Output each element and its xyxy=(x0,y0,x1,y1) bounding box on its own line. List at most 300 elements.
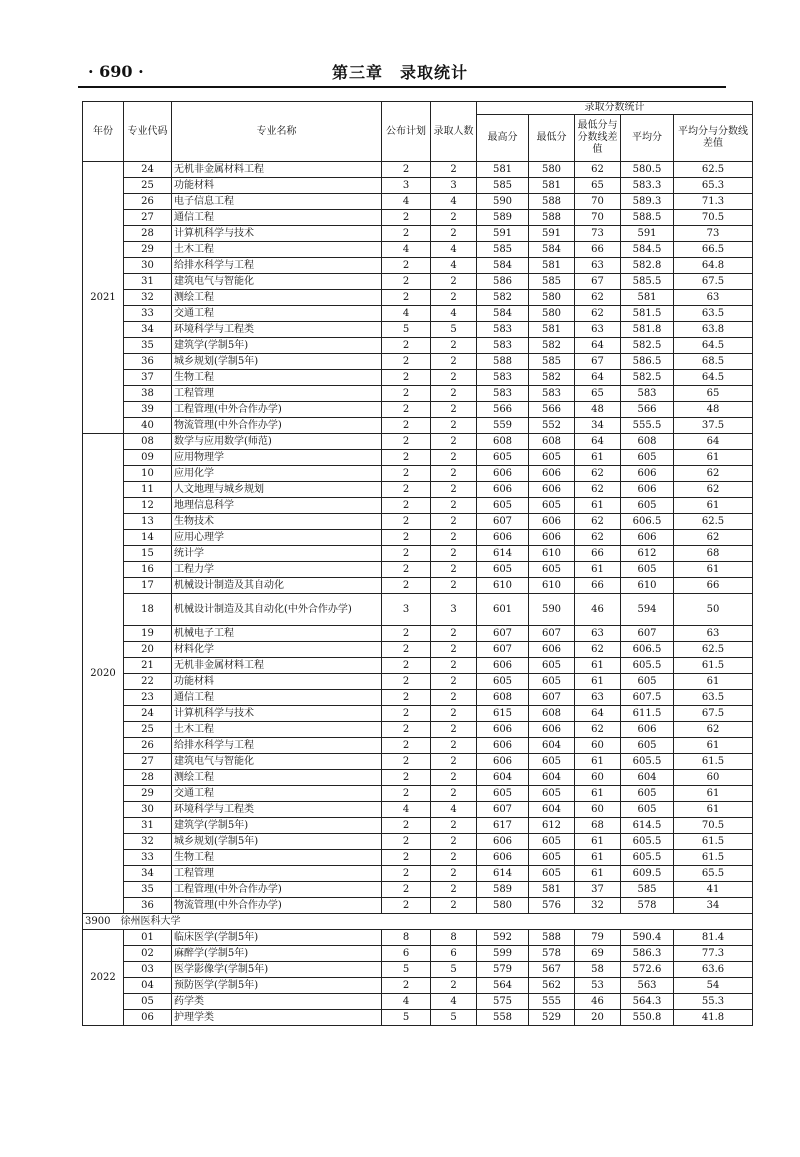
planned-cell: 2 xyxy=(382,162,431,178)
min-diff-cell: 62 xyxy=(575,514,621,530)
avg-score-cell: 582.5 xyxy=(621,338,674,354)
min-diff-cell: 61 xyxy=(575,498,621,514)
header-avg-score: 平均分 xyxy=(621,115,674,162)
avg-diff-cell: 70.5 xyxy=(674,210,753,226)
table-row xyxy=(83,498,753,514)
major-name-cell: 工程管理(中外合作办学) xyxy=(172,882,382,898)
admitted-cell: 2 xyxy=(431,274,477,290)
min-diff-cell: 61 xyxy=(575,866,621,882)
max-score-cell: 606 xyxy=(477,466,529,482)
avg-score-cell: 605 xyxy=(621,802,674,818)
avg-score-cell: 578 xyxy=(621,898,674,914)
avg-diff-cell: 66 xyxy=(674,578,753,594)
avg-diff-cell: 54 xyxy=(674,978,753,994)
max-score-cell: 586 xyxy=(477,274,529,290)
min-diff-cell: 63 xyxy=(575,258,621,274)
planned-cell: 2 xyxy=(382,626,431,642)
avg-score-cell: 604 xyxy=(621,770,674,786)
table-row xyxy=(83,946,753,962)
admitted-cell: 2 xyxy=(431,370,477,386)
major-code-cell: 26 xyxy=(124,738,172,754)
avg-score-cell: 585.5 xyxy=(621,274,674,290)
admitted-cell: 2 xyxy=(431,450,477,466)
max-score-cell: 558 xyxy=(477,1010,529,1026)
major-name-cell: 生物技术 xyxy=(172,514,382,530)
admitted-cell: 2 xyxy=(431,386,477,402)
major-code-cell: 13 xyxy=(124,514,172,530)
table-row xyxy=(83,802,753,818)
admitted-cell: 4 xyxy=(431,242,477,258)
max-score-cell: 584 xyxy=(477,258,529,274)
planned-cell: 2 xyxy=(382,258,431,274)
min-diff-cell: 32 xyxy=(575,898,621,914)
admitted-cell: 2 xyxy=(431,658,477,674)
header-min-diff: 最低分与分数线差值 xyxy=(575,115,621,162)
table-row xyxy=(83,930,753,946)
table-row xyxy=(83,690,753,706)
year-cell: 2022 xyxy=(83,930,124,1026)
avg-diff-cell: 70.5 xyxy=(674,818,753,834)
table-row xyxy=(83,722,753,738)
admitted-cell: 2 xyxy=(431,562,477,578)
major-code-cell: 29 xyxy=(124,786,172,802)
admitted-cell: 2 xyxy=(431,866,477,882)
max-score-cell: 591 xyxy=(477,226,529,242)
major-code-cell: 27 xyxy=(124,754,172,770)
min-diff-cell: 62 xyxy=(575,162,621,178)
min-score-cell: 606 xyxy=(529,514,575,530)
planned-cell: 2 xyxy=(382,450,431,466)
admitted-cell: 2 xyxy=(431,642,477,658)
admitted-cell: 2 xyxy=(431,978,477,994)
major-name-cell: 土木工程 xyxy=(172,722,382,738)
max-score-cell: 607 xyxy=(477,802,529,818)
max-score-cell: 589 xyxy=(477,882,529,898)
table-row xyxy=(83,482,753,498)
year-cell: 2021 xyxy=(83,162,124,434)
major-name-cell: 麻醉学(学制5年) xyxy=(172,946,382,962)
avg-diff-cell: 65.3 xyxy=(674,178,753,194)
planned-cell: 2 xyxy=(382,882,431,898)
major-name-cell: 物流管理(中外合作办学) xyxy=(172,418,382,434)
major-code-cell: 24 xyxy=(124,706,172,722)
planned-cell: 2 xyxy=(382,546,431,562)
table-row xyxy=(83,226,753,242)
table-row xyxy=(83,754,753,770)
table-row xyxy=(83,290,753,306)
max-score-cell: 601 xyxy=(477,594,529,626)
chapter-title: 第三章 录取统计 xyxy=(331,63,468,82)
avg-diff-cell: 62 xyxy=(674,530,753,546)
table-row xyxy=(83,866,753,882)
major-name-cell: 工程管理(中外合作办学) xyxy=(172,402,382,418)
planned-cell: 2 xyxy=(382,434,431,450)
planned-cell: 2 xyxy=(382,786,431,802)
avg-diff-cell: 61.5 xyxy=(674,850,753,866)
table-row xyxy=(83,786,753,802)
avg-diff-cell: 63.5 xyxy=(674,690,753,706)
planned-cell: 2 xyxy=(382,274,431,290)
table-row xyxy=(83,354,753,370)
avg-score-cell: 606.5 xyxy=(621,514,674,530)
planned-cell: 6 xyxy=(382,946,431,962)
avg-score-cell: 586.5 xyxy=(621,354,674,370)
avg-diff-cell: 61 xyxy=(674,450,753,466)
admitted-cell: 2 xyxy=(431,578,477,594)
planned-cell: 2 xyxy=(382,754,431,770)
planned-cell: 4 xyxy=(382,994,431,1010)
min-score-cell: 591 xyxy=(529,226,575,242)
avg-diff-cell: 62.5 xyxy=(674,162,753,178)
min-score-cell: 605 xyxy=(529,754,575,770)
max-score-cell: 615 xyxy=(477,706,529,722)
min-score-cell: 605 xyxy=(529,450,575,466)
min-diff-cell: 63 xyxy=(575,322,621,338)
table-row xyxy=(83,210,753,226)
major-code-cell: 11 xyxy=(124,482,172,498)
planned-cell: 5 xyxy=(382,322,431,338)
admitted-cell: 2 xyxy=(431,530,477,546)
major-name-cell: 城乡规划(学制5年) xyxy=(172,834,382,850)
min-score-cell: 529 xyxy=(529,1010,575,1026)
major-name-cell: 无机非金属材料工程 xyxy=(172,162,382,178)
major-name-cell: 应用心理学 xyxy=(172,530,382,546)
min-score-cell: 605 xyxy=(529,786,575,802)
avg-score-cell: 555.5 xyxy=(621,418,674,434)
min-score-cell: 584 xyxy=(529,242,575,258)
avg-diff-cell: 37.5 xyxy=(674,418,753,434)
major-name-cell: 地理信息科学 xyxy=(172,498,382,514)
min-score-cell: 606 xyxy=(529,466,575,482)
major-name-cell: 城乡规划(学制5年) xyxy=(172,354,382,370)
table-row xyxy=(83,242,753,258)
avg-diff-cell: 61 xyxy=(674,674,753,690)
header-max-score: 最高分 xyxy=(477,115,529,162)
min-score-cell: 582 xyxy=(529,370,575,386)
major-code-cell: 28 xyxy=(124,770,172,786)
admitted-cell: 4 xyxy=(431,802,477,818)
avg-diff-cell: 73 xyxy=(674,226,753,242)
min-score-cell: 608 xyxy=(529,706,575,722)
avg-score-cell: 605 xyxy=(621,738,674,754)
planned-cell: 2 xyxy=(382,418,431,434)
section-title: 3900 徐州医科大学 xyxy=(83,914,753,930)
admitted-cell: 2 xyxy=(431,338,477,354)
major-name-cell: 测绘工程 xyxy=(172,290,382,306)
major-name-cell: 交通工程 xyxy=(172,786,382,802)
table-row xyxy=(83,178,753,194)
avg-score-cell: 605 xyxy=(621,562,674,578)
major-name-cell: 建筑学(学制5年) xyxy=(172,818,382,834)
avg-diff-cell: 63.8 xyxy=(674,322,753,338)
table-row xyxy=(83,594,753,626)
major-name-cell: 临床医学(学制5年) xyxy=(172,930,382,946)
major-code-cell: 24 xyxy=(124,162,172,178)
min-score-cell: 552 xyxy=(529,418,575,434)
max-score-cell: 605 xyxy=(477,450,529,466)
admitted-cell: 5 xyxy=(431,1010,477,1026)
avg-score-cell: 606 xyxy=(621,482,674,498)
avg-score-cell: 609.5 xyxy=(621,866,674,882)
major-name-cell: 电子信息工程 xyxy=(172,194,382,210)
planned-cell: 5 xyxy=(382,962,431,978)
admission-table xyxy=(82,101,753,1026)
major-code-cell: 33 xyxy=(124,306,172,322)
max-score-cell: 589 xyxy=(477,210,529,226)
max-score-cell: 606 xyxy=(477,722,529,738)
avg-score-cell: 606.5 xyxy=(621,642,674,658)
major-code-cell: 36 xyxy=(124,898,172,914)
avg-score-cell: 606 xyxy=(621,722,674,738)
avg-score-cell: 550.8 xyxy=(621,1010,674,1026)
max-score-cell: 606 xyxy=(477,834,529,850)
major-name-cell: 功能材料 xyxy=(172,178,382,194)
major-code-cell: 22 xyxy=(124,674,172,690)
major-code-cell: 03 xyxy=(124,962,172,978)
admitted-cell: 2 xyxy=(431,210,477,226)
avg-score-cell: 588.5 xyxy=(621,210,674,226)
table-row xyxy=(83,370,753,386)
min-diff-cell: 64 xyxy=(575,338,621,354)
major-name-cell: 通信工程 xyxy=(172,210,382,226)
major-code-cell: 10 xyxy=(124,466,172,482)
major-name-cell: 医学影像学(学制5年) xyxy=(172,962,382,978)
avg-score-cell: 585 xyxy=(621,882,674,898)
avg-diff-cell: 64.8 xyxy=(674,258,753,274)
min-score-cell: 605 xyxy=(529,562,575,578)
min-score-cell: 583 xyxy=(529,386,575,402)
planned-cell: 2 xyxy=(382,898,431,914)
major-name-cell: 机械设计制造及其自动化 xyxy=(172,578,382,594)
min-score-cell: 605 xyxy=(529,658,575,674)
major-name-cell: 建筑电气与智能化 xyxy=(172,274,382,290)
planned-cell: 4 xyxy=(382,242,431,258)
avg-score-cell: 566 xyxy=(621,402,674,418)
major-code-cell: 09 xyxy=(124,450,172,466)
avg-diff-cell: 55.3 xyxy=(674,994,753,1010)
planned-cell: 2 xyxy=(382,642,431,658)
min-diff-cell: 60 xyxy=(575,738,621,754)
avg-diff-cell: 41.8 xyxy=(674,1010,753,1026)
max-score-cell: 606 xyxy=(477,850,529,866)
min-score-cell: 610 xyxy=(529,546,575,562)
planned-cell: 2 xyxy=(382,370,431,386)
admitted-cell: 2 xyxy=(431,722,477,738)
min-score-cell: 581 xyxy=(529,258,575,274)
admitted-cell: 2 xyxy=(431,770,477,786)
min-score-cell: 604 xyxy=(529,802,575,818)
major-code-cell: 16 xyxy=(124,562,172,578)
min-score-cell: 555 xyxy=(529,994,575,1010)
max-score-cell: 604 xyxy=(477,770,529,786)
avg-diff-cell: 68.5 xyxy=(674,354,753,370)
max-score-cell: 606 xyxy=(477,530,529,546)
avg-diff-cell: 63 xyxy=(674,290,753,306)
major-code-cell: 34 xyxy=(124,866,172,882)
table-row xyxy=(83,1010,753,1026)
min-score-cell: 585 xyxy=(529,354,575,370)
min-diff-cell: 58 xyxy=(575,962,621,978)
avg-diff-cell: 61.5 xyxy=(674,834,753,850)
avg-diff-cell: 66.5 xyxy=(674,242,753,258)
header-major-code: 专业代码 xyxy=(124,102,172,162)
planned-cell: 2 xyxy=(382,514,431,530)
min-score-cell: 604 xyxy=(529,770,575,786)
max-score-cell: 606 xyxy=(477,658,529,674)
min-diff-cell: 64 xyxy=(575,370,621,386)
section-title-row xyxy=(83,914,753,930)
major-name-cell: 护理学类 xyxy=(172,1010,382,1026)
max-score-cell: 592 xyxy=(477,930,529,946)
admitted-cell: 3 xyxy=(431,594,477,626)
avg-score-cell: 605 xyxy=(621,674,674,690)
avg-diff-cell: 67.5 xyxy=(674,274,753,290)
avg-diff-cell: 41 xyxy=(674,882,753,898)
planned-cell: 4 xyxy=(382,194,431,210)
table-row xyxy=(83,770,753,786)
major-name-cell: 环境科学与工程类 xyxy=(172,802,382,818)
table-row xyxy=(83,530,753,546)
major-name-cell: 工程管理 xyxy=(172,386,382,402)
max-score-cell: 606 xyxy=(477,738,529,754)
max-score-cell: 583 xyxy=(477,370,529,386)
max-score-cell: 581 xyxy=(477,162,529,178)
min-score-cell: 582 xyxy=(529,338,575,354)
min-score-cell: 606 xyxy=(529,482,575,498)
min-diff-cell: 20 xyxy=(575,1010,621,1026)
major-code-cell: 12 xyxy=(124,498,172,514)
table-row xyxy=(83,194,753,210)
header-score-group: 录取分数统计 xyxy=(477,102,753,115)
major-code-cell: 18 xyxy=(124,594,172,626)
major-code-cell: 25 xyxy=(124,722,172,738)
max-score-cell: 605 xyxy=(477,562,529,578)
min-diff-cell: 66 xyxy=(575,546,621,562)
min-diff-cell: 64 xyxy=(575,706,621,722)
avg-score-cell: 606 xyxy=(621,530,674,546)
max-score-cell: 583 xyxy=(477,322,529,338)
planned-cell: 2 xyxy=(382,738,431,754)
avg-diff-cell: 68 xyxy=(674,546,753,562)
min-diff-cell: 53 xyxy=(575,978,621,994)
admitted-cell: 5 xyxy=(431,322,477,338)
admitted-cell: 2 xyxy=(431,402,477,418)
max-score-cell: 575 xyxy=(477,994,529,1010)
min-diff-cell: 66 xyxy=(575,242,621,258)
avg-score-cell: 590.4 xyxy=(621,930,674,946)
page-header xyxy=(78,60,722,86)
admitted-cell: 6 xyxy=(431,946,477,962)
admitted-cell: 2 xyxy=(431,498,477,514)
table-row xyxy=(83,322,753,338)
header-admitted: 录取人数 xyxy=(431,102,477,162)
min-diff-cell: 48 xyxy=(575,402,621,418)
max-score-cell: 617 xyxy=(477,818,529,834)
min-diff-cell: 63 xyxy=(575,626,621,642)
avg-score-cell: 563 xyxy=(621,978,674,994)
min-score-cell: 580 xyxy=(529,306,575,322)
table-row xyxy=(83,706,753,722)
avg-score-cell: 605.5 xyxy=(621,754,674,770)
avg-score-cell: 610 xyxy=(621,578,674,594)
major-name-cell: 生物工程 xyxy=(172,370,382,386)
major-code-cell: 39 xyxy=(124,402,172,418)
avg-score-cell: 594 xyxy=(621,594,674,626)
min-score-cell: 605 xyxy=(529,866,575,882)
admitted-cell: 2 xyxy=(431,754,477,770)
major-code-cell: 30 xyxy=(124,258,172,274)
header-rule xyxy=(78,86,726,88)
major-code-cell: 33 xyxy=(124,850,172,866)
planned-cell: 2 xyxy=(382,482,431,498)
admitted-cell: 2 xyxy=(431,514,477,530)
min-score-cell: 562 xyxy=(529,978,575,994)
min-diff-cell: 62 xyxy=(575,466,621,482)
table-row xyxy=(83,162,753,178)
table-row xyxy=(83,658,753,674)
admitted-cell: 4 xyxy=(431,194,477,210)
admitted-cell: 2 xyxy=(431,434,477,450)
major-code-cell: 32 xyxy=(124,834,172,850)
planned-cell: 8 xyxy=(382,930,431,946)
planned-cell: 2 xyxy=(382,530,431,546)
table-row xyxy=(83,514,753,530)
major-code-cell: 30 xyxy=(124,802,172,818)
major-code-cell: 36 xyxy=(124,354,172,370)
avg-score-cell: 564.3 xyxy=(621,994,674,1010)
min-diff-cell: 63 xyxy=(575,690,621,706)
table-row xyxy=(83,882,753,898)
max-score-cell: 605 xyxy=(477,498,529,514)
min-diff-cell: 70 xyxy=(575,194,621,210)
max-score-cell: 559 xyxy=(477,418,529,434)
avg-score-cell: 586.3 xyxy=(621,946,674,962)
planned-cell: 2 xyxy=(382,578,431,594)
avg-diff-cell: 81.4 xyxy=(674,930,753,946)
major-code-cell: 28 xyxy=(124,226,172,242)
max-score-cell: 605 xyxy=(477,674,529,690)
avg-diff-cell: 77.3 xyxy=(674,946,753,962)
major-code-cell: 05 xyxy=(124,994,172,1010)
admitted-cell: 5 xyxy=(431,962,477,978)
avg-score-cell: 606 xyxy=(621,466,674,482)
major-name-cell: 通信工程 xyxy=(172,690,382,706)
admitted-cell: 4 xyxy=(431,994,477,1010)
admitted-cell: 2 xyxy=(431,818,477,834)
major-name-cell: 计算机科学与技术 xyxy=(172,706,382,722)
major-code-cell: 35 xyxy=(124,882,172,898)
admitted-cell: 2 xyxy=(431,626,477,642)
table-row xyxy=(83,306,753,322)
major-name-cell: 建筑学(学制5年) xyxy=(172,338,382,354)
planned-cell: 4 xyxy=(382,306,431,322)
table-row xyxy=(83,898,753,914)
admitted-cell: 2 xyxy=(431,418,477,434)
admitted-cell: 2 xyxy=(431,706,477,722)
min-diff-cell: 60 xyxy=(575,802,621,818)
table-row xyxy=(83,642,753,658)
major-name-cell: 土木工程 xyxy=(172,242,382,258)
avg-diff-cell: 64.5 xyxy=(674,338,753,354)
avg-diff-cell: 64 xyxy=(674,434,753,450)
min-score-cell: 605 xyxy=(529,834,575,850)
major-name-cell: 无机非金属材料工程 xyxy=(172,658,382,674)
table-row xyxy=(83,978,753,994)
admitted-cell: 2 xyxy=(431,162,477,178)
min-score-cell: 606 xyxy=(529,722,575,738)
table-row xyxy=(83,994,753,1010)
planned-cell: 2 xyxy=(382,498,431,514)
